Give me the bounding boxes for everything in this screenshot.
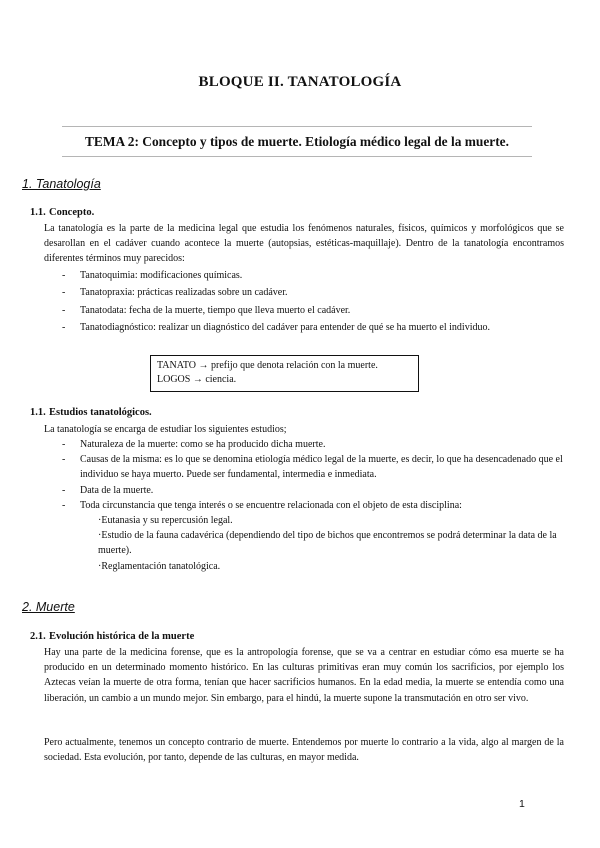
- list-item: - Data de la muerte.: [62, 483, 567, 498]
- terms-list: [62, 268, 567, 338]
- subheading-title: Estudios tanatológicos.: [49, 407, 152, 418]
- section-heading-tanatologia: 1. Tanatología: [22, 177, 101, 191]
- list-item: - Tanatodata: fecha de la muerte, tiempo que lleva muerto el cadáver.: [62, 303, 567, 318]
- subheading-number: 1.1.: [30, 207, 46, 218]
- list-item: - Tanatopraxia: prácticas realizadas sobre un cadáver.: [62, 285, 567, 300]
- list-item-text: Toda circunstancia que tenga interés o se encuentre relacionada con el objeto de esta disciplina:: [80, 499, 462, 511]
- list-item: - Causas de la misma: es lo que se denomina etiología médico legal de la muerte, es decir, lo que ha desencadenado que el individuo se haya muerto. Puede ser fundamental, intermedia e inmediata.: [62, 452, 567, 482]
- concepto-paragraph: La tanatología es la parte de la medicina legal que estudia los fenómenos naturales, físicos, químicos y morfológicos que se desarollan en el cadáver cuando acontece la muerte (autopsias, estéticas-maquillaje). Dentro de la tanatología encontramos diferentes términos muy parecidos:: [44, 223, 564, 265]
- estudios-intro: La tanatología se encarga de estudiar los siguientes estudios;: [44, 424, 287, 435]
- evolucion-paragraph-2: Pero actualmente, tenemos un concepto contrario de muerte. Entendemos por muerte lo contrario a la vida, algo al margen de la sociedad. Esta evolución, por tanto, depende de las culturas, en mayor medida.: [44, 737, 564, 764]
- sub-list-item: · Reglamentación tanatológica.: [98, 559, 567, 574]
- list-item: - Naturaleza de la muerte: como se ha producido dicha muerte.: [62, 437, 567, 452]
- box-line-tanato: TANATO → prefijo que denota relación con la muerte.: [157, 360, 378, 371]
- list-item: - Tanatoquimia: modificaciones químicas.: [62, 268, 567, 283]
- list-item: - Tanatodiagnóstico: realizar un diagnóstico del cadáver para entender de qué se ha muerto el individuo.: [62, 320, 567, 335]
- tema-title: TEMA 2: Concepto y tipos de muerte. Etiología médico legal de la muerte.: [85, 134, 509, 149]
- top-rule: [62, 126, 532, 127]
- bottom-rule: [62, 156, 532, 157]
- box-line-logos: LOGOS → ciencia.: [157, 374, 237, 385]
- list-item: [62, 498, 567, 574]
- subheading-number: 2.1.: [30, 631, 46, 642]
- block-title: BLOQUE II. TANATOLOGÍA: [198, 74, 402, 90]
- sub-items-list: [80, 513, 567, 574]
- subheading-evolucion: [30, 631, 194, 642]
- estudios-list: [62, 437, 567, 574]
- subheading-estudios: [30, 407, 152, 418]
- subheading-number: 1.1.: [30, 407, 46, 418]
- section-heading-muerte: 2. Muerte: [22, 600, 75, 614]
- definition-box: [150, 355, 419, 392]
- subheading-concepto: [30, 207, 94, 218]
- subheading-title: Evolución histórica de la muerte: [49, 631, 195, 642]
- evolucion-paragraph-1: Hay una parte de la medicina forense, que es la antropología forense, que se va a centrar en estudiar cómo esa muerte se ha producido en un determinado momento histórico. En las culturas primitivas eran muy común los sacrificios, por ejemplo los Aztecas veían la muerte de otra forma, tenían que hacer sacrificios humanos. En la edad media, la muerte se entendía como una liberación, un cambio a un mundo mejor. Sin embargo, para el hindú, la muerte supone la transmutación en otro ser vivo.: [44, 647, 564, 704]
- sub-list-item: · Estudio de la fauna cadavérica (dependiendo del tipo de bichos que encontremos se podrá determinar la data de la muerte).: [98, 528, 567, 558]
- sub-list-item: · Eutanasia y su repercusión legal.: [98, 513, 567, 528]
- page-number: 1: [519, 798, 525, 810]
- subheading-title: Concepto.: [49, 207, 95, 218]
